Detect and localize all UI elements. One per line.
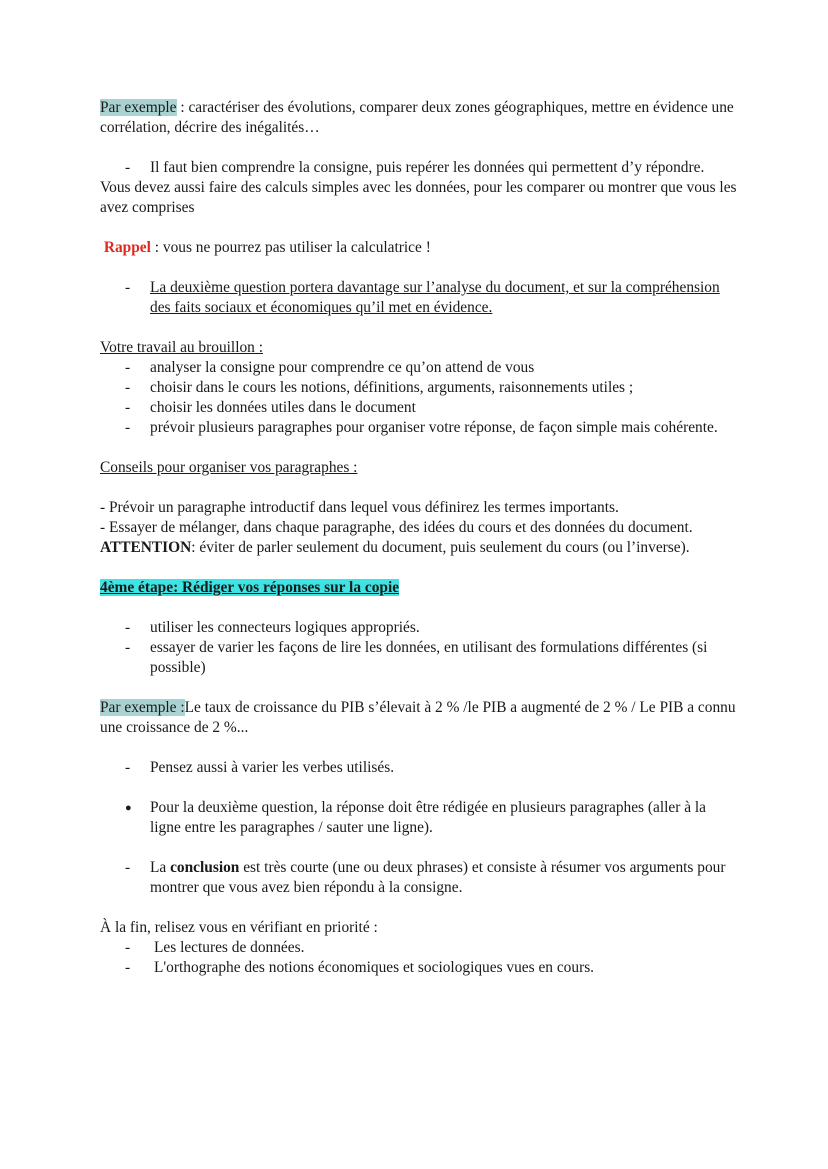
conclusion-after: est très courte (une ou deux phrases) et consiste à résumer vos arguments pour montrer que vous avez bien répondu à la consigne. — [150, 859, 726, 896]
list-item-text: utiliser les connecteurs logiques appropriés. — [150, 619, 420, 636]
brouillon-title: Votre travail au brouillon : — [100, 339, 263, 356]
conseils-line-2: - Essayer de mélanger, dans chaque paragraphe, des idées du cours et des données du document. — [100, 519, 693, 536]
intro-text: : caractériser des évolutions, comparer deux zones géographiques, mettre en évidence une corrélation, décrire des inégalités… — [100, 99, 734, 136]
list-item-text: choisir les données utiles dans le document — [150, 399, 416, 416]
list-item — [100, 758, 740, 778]
list-item-text: essayer de varier les façons de lire les données, en utilisant des formulations différentes (si possible) — [150, 639, 708, 676]
dash-marker: - — [125, 379, 131, 396]
attention-text: : éviter de parler seulement du document, puis seulement du cours (ou l’inverse). — [191, 539, 690, 556]
list-item-text: Pensez aussi à varier les verbes utilisés. — [150, 759, 395, 776]
list-item — [100, 278, 740, 318]
list-item-text: Pour la deuxième question, la réponse doit être rédigée en plusieurs paragraphes (aller à la ligne entre les paragraphes / sauter une ligne). — [150, 799, 706, 836]
step4-heading — [100, 578, 740, 598]
verbs-list — [100, 758, 740, 778]
list-item-text: Les lectures de données. — [154, 939, 305, 956]
rappel-paragraph — [100, 238, 740, 258]
example2-label-highlight: Par exemple : — [100, 699, 185, 716]
step4-title: 4ème étape: Rédiger vos réponses sur la copie — [100, 579, 400, 596]
dash-marker: - — [125, 939, 131, 956]
dash-marker: - — [125, 959, 131, 976]
attention-label: ATTENTION — [100, 539, 192, 556]
intro-paragraph — [100, 98, 740, 138]
document-page — [100, 98, 740, 978]
dash-marker: - — [125, 859, 131, 876]
dash-marker: - — [125, 639, 131, 656]
conclusion-text — [150, 859, 725, 896]
dash-marker: - — [125, 399, 131, 416]
list-item-text: L'orthographe des notions économiques et sociologiques vues en cours. — [154, 959, 595, 976]
list-item — [100, 798, 740, 838]
second-question-list — [100, 278, 740, 318]
list-item — [100, 858, 740, 898]
dash-marker: - — [125, 279, 131, 296]
example2-text: Le taux de croissance du PIB s’élevait à 2 % /le PIB a augmenté de 2 % / Le PIB a connu une croissance de 2 %... — [100, 699, 736, 736]
final-list — [100, 938, 740, 978]
list-item — [100, 618, 740, 638]
brouillon-list — [100, 358, 740, 438]
list-item — [100, 938, 740, 958]
step4-list — [100, 618, 740, 678]
rappel-label: Rappel — [103, 239, 151, 256]
list-item — [100, 418, 740, 438]
example-label-highlight: Par exemple — [100, 99, 177, 116]
bullet-marker: ● — [125, 802, 132, 814]
instruction-list — [100, 158, 740, 178]
list-item-text: choisir dans le cours les notions, définitions, arguments, raisonnements utiles ; — [150, 379, 634, 396]
dash-marker: - — [125, 419, 131, 436]
rappel-text: : vous ne pourrez pas utiliser la calculatrice ! — [150, 239, 431, 256]
conseils-line-1: - Prévoir un paragraphe introductif dans lequel vous définirez les termes importants. — [100, 499, 619, 516]
list-item — [100, 158, 740, 178]
conclusion-bold: conclusion — [170, 859, 240, 876]
final-intro: À la fin, relisez vous en vérifiant en priorité : — [100, 919, 378, 936]
list-item — [100, 638, 740, 678]
dash-marker: - — [125, 619, 131, 636]
list-item-text: La deuxième question portera davantage sur l’analyse du document, et sur la compréhension des faits sociaux et économiques qu’il met en évidence. — [150, 279, 720, 316]
dash-marker: - — [125, 359, 131, 376]
conseils-title: Conseils pour organiser vos paragraphes : — [100, 459, 358, 476]
example2-paragraph — [100, 698, 740, 738]
list-item-text: analyser la consigne pour comprendre ce qu’on attend de vous — [150, 359, 535, 376]
calc-paragraph: Vous devez aussi faire des calculs simples avec les données, pour les comparer ou montrer que vous les avez comprises — [100, 179, 737, 216]
list-item — [100, 398, 740, 418]
conclusion-before: La — [150, 859, 171, 876]
list-item-text: Il faut bien comprendre la consigne, puis repérer les données qui permettent d’y répondre. — [150, 159, 705, 176]
list-item — [100, 358, 740, 378]
bullet-list — [100, 798, 740, 838]
dash-marker: - — [125, 759, 131, 776]
attention-paragraph — [100, 538, 740, 558]
dash-marker: - — [125, 159, 131, 176]
list-item — [100, 958, 740, 978]
list-item-text: prévoir plusieurs paragraphes pour organiser votre réponse, de façon simple mais cohérente. — [150, 419, 718, 436]
list-item — [100, 378, 740, 398]
conclusion-list — [100, 858, 740, 898]
